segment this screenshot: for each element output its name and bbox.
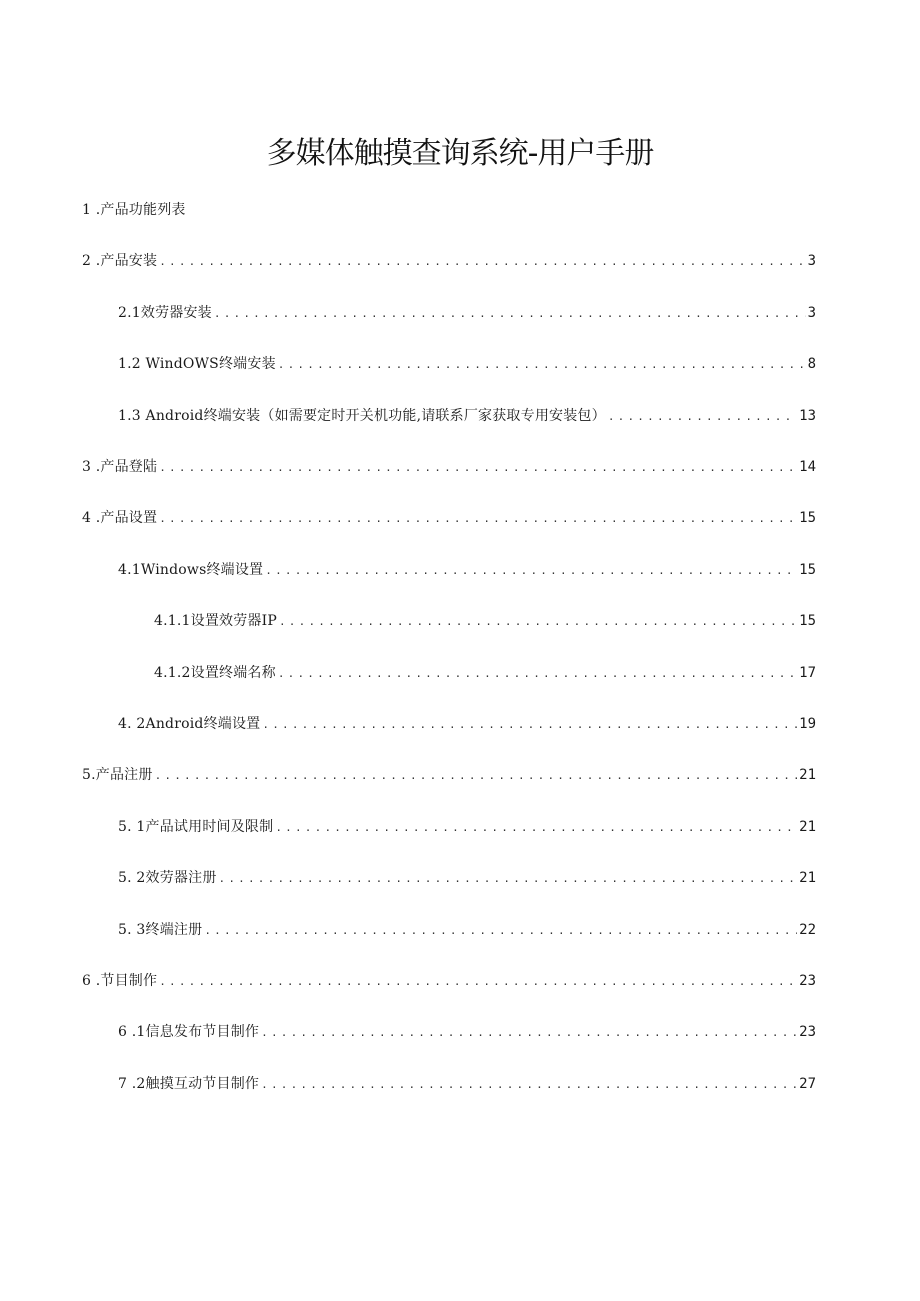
toc-page-number: 21 bbox=[799, 767, 816, 783]
toc-entry-label: 4.1Windows终端设置 bbox=[118, 562, 264, 578]
document-title: 多媒体触摸查询系统-用户手册 bbox=[266, 136, 654, 171]
toc-entry-label: 2.1效劳器安装 bbox=[118, 305, 212, 321]
toc-dot-leader bbox=[159, 971, 797, 993]
toc-page-number: 21 bbox=[799, 819, 816, 835]
toc-dot-leader bbox=[279, 611, 797, 633]
toc-page-number: 13 bbox=[799, 408, 816, 424]
toc-dot-leader bbox=[155, 765, 798, 787]
toc-dot-leader bbox=[159, 251, 805, 273]
toc-entry[interactable] bbox=[82, 250, 816, 272]
toc-entry-label: 6 .1信息发布节目制作 bbox=[118, 1024, 260, 1040]
toc-entry[interactable] bbox=[118, 919, 816, 941]
toc-entry[interactable] bbox=[82, 199, 186, 221]
toc-dot-leader bbox=[261, 1074, 797, 1096]
toc-entry[interactable] bbox=[118, 1073, 816, 1095]
toc-entry-label: 1 .产品功能列表 bbox=[82, 202, 186, 218]
toc-dot-leader bbox=[262, 714, 797, 736]
toc-page-number: 3 bbox=[807, 305, 816, 321]
toc-entry[interactable] bbox=[118, 559, 816, 581]
toc-page-number: 23 bbox=[799, 1024, 816, 1040]
toc-entry-label: 1.3 Android终端安装（如需要定时开关机功能,请联系厂家获取专用安装包） bbox=[118, 408, 606, 424]
toc-entry-label: 4.1.1设置效劳器IP bbox=[154, 613, 277, 629]
toc-entry[interactable] bbox=[118, 713, 816, 735]
toc-page-number: 15 bbox=[799, 562, 816, 578]
toc-entry-label: 5. 2效劳器注册 bbox=[118, 870, 217, 886]
toc-dot-leader bbox=[219, 868, 798, 890]
toc-entry[interactable] bbox=[154, 610, 816, 632]
toc-entry[interactable] bbox=[118, 302, 816, 324]
toc-entry-label: 5.产品注册 bbox=[82, 767, 153, 783]
toc-dot-leader bbox=[278, 354, 806, 376]
toc-dot-leader bbox=[204, 920, 797, 942]
toc-dot-leader bbox=[159, 508, 797, 530]
toc-page-number: 19 bbox=[799, 716, 816, 732]
toc-dot-leader bbox=[261, 1022, 797, 1044]
toc-entry-label: 4.1.2设置终端名称 bbox=[154, 665, 276, 681]
toc-entry-label: 1.2 WindOWS终端安装 bbox=[118, 356, 276, 372]
toc-entry-label: 4. 2Android终端设置 bbox=[118, 716, 261, 732]
toc-page-number: 22 bbox=[799, 922, 816, 938]
toc-entry[interactable] bbox=[82, 970, 816, 992]
toc-entry-label: 5. 1产品试用时间及限制 bbox=[118, 819, 274, 835]
toc-dot-leader bbox=[275, 817, 797, 839]
toc-dot-leader bbox=[278, 663, 797, 685]
toc-page-number: 21 bbox=[799, 870, 816, 886]
toc-entry[interactable] bbox=[82, 764, 816, 786]
toc-entry-label: 5. 3终端注册 bbox=[118, 922, 203, 938]
toc-page-number: 3 bbox=[807, 253, 816, 269]
toc-page-number: 8 bbox=[807, 356, 816, 372]
toc-dot-leader bbox=[608, 406, 797, 428]
toc-page-number: 15 bbox=[799, 613, 816, 629]
toc-entry[interactable] bbox=[118, 867, 816, 889]
toc-entry-label: 2 .产品安装 bbox=[82, 253, 158, 269]
toc-page-number: 27 bbox=[799, 1076, 816, 1092]
toc-entry-label: 6 .节目制作 bbox=[82, 973, 158, 989]
toc-entry-label: 4 .产品设置 bbox=[82, 510, 158, 526]
toc-dot-leader bbox=[159, 457, 797, 479]
toc-entry-label: 3 .产品登陆 bbox=[82, 459, 158, 475]
toc-entry[interactable] bbox=[82, 507, 816, 529]
toc-dot-leader bbox=[265, 560, 797, 582]
toc-entry[interactable] bbox=[118, 405, 816, 427]
toc-entry[interactable] bbox=[82, 456, 816, 478]
toc-entry[interactable] bbox=[118, 816, 816, 838]
toc-entry[interactable] bbox=[118, 1021, 816, 1043]
toc-page-number: 17 bbox=[799, 665, 816, 681]
toc-page-number: 15 bbox=[799, 510, 816, 526]
toc-dot-leader bbox=[214, 303, 806, 325]
toc-entry-label: 7 .2触摸互动节目制作 bbox=[118, 1076, 260, 1092]
toc-page-number: 23 bbox=[799, 973, 816, 989]
toc-entry[interactable] bbox=[154, 662, 816, 684]
toc-entry[interactable] bbox=[118, 353, 816, 375]
toc-page-number: 14 bbox=[799, 459, 816, 475]
